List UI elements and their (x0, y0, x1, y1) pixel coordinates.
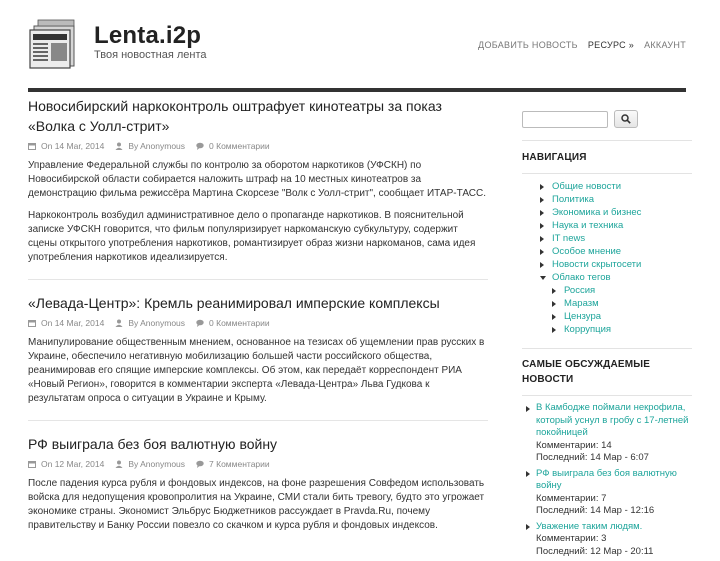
site-description: Твоя новостная лента (94, 49, 207, 61)
post-meta (28, 459, 488, 469)
discussed-link[interactable]: РФ выиграла без боя валютную войну (536, 467, 677, 491)
triangle-right-icon (540, 236, 544, 242)
post-separator (28, 420, 488, 421)
post-author[interactable]: By Anonymous (128, 459, 186, 469)
tag-list-item (522, 323, 692, 336)
nav-list-item (522, 180, 692, 193)
site-title[interactable]: Lenta.i2p (94, 22, 202, 49)
user-icon (115, 460, 123, 468)
triangle-right-icon (552, 301, 556, 307)
search-icon (621, 114, 631, 124)
nav-link[interactable]: IT news (552, 233, 586, 244)
post-date: On 12 Mar, 2014 (41, 459, 105, 469)
post-title[interactable]: Новосибирский наркоконтроль оштрафует кинотеатры за показ «Волка с Уолл-стрит» (28, 98, 442, 134)
discussed-link[interactable]: В Камбодже поймали некрофила, который уснул в гробу с 17-летней покойницей (536, 402, 689, 438)
discussed-comment-count: Комментарии: 14 (536, 439, 612, 451)
most-discussed-widget-title: САМЫЕ ОБСУЖДАЕМЫЕ НОВОСТИ (522, 359, 651, 385)
discussed-item (522, 521, 692, 559)
discussed-link[interactable]: Уважение таким людям. (536, 520, 643, 532)
post-author[interactable]: By Anonymous (128, 141, 186, 151)
nav-resource[interactable]: РЕСУРС » (587, 40, 635, 50)
post-list (28, 96, 488, 541)
search-form (522, 110, 692, 128)
tag-link[interactable]: Коррупция (564, 324, 612, 335)
discussed-comment-count: Комментарии: 3 (536, 533, 607, 544)
triangle-right-icon (540, 262, 544, 268)
triangle-right-icon (552, 314, 556, 320)
nav-link-tag-cloud[interactable]: Облако тегов (552, 272, 611, 283)
post (28, 434, 488, 533)
discussed-comment-count: Комментарии: 7 (536, 492, 607, 504)
post-date: On 14 Mar, 2014 (41, 318, 105, 328)
widget-divider (522, 140, 692, 141)
post-title[interactable]: РФ выиграла без боя валютную войну (28, 436, 278, 452)
post-comments-link[interactable]: 7 Комментарии (209, 459, 270, 469)
post-meta (28, 141, 488, 151)
top-navigation (478, 40, 686, 50)
triangle-right-icon (540, 223, 544, 229)
tag-list-item (522, 310, 692, 323)
discussed-last-comment: Последний: 14 Мар - 6:07 (536, 452, 649, 463)
newspaper-logo-icon[interactable] (28, 16, 80, 72)
comment-icon (196, 460, 204, 468)
nav-link[interactable]: Политика (552, 194, 595, 205)
nav-link[interactable]: Экономика и бизнес (552, 207, 642, 218)
triangle-down-icon (540, 276, 546, 280)
discussed-item (522, 468, 692, 518)
site-header (0, 0, 720, 90)
widget-divider (522, 348, 692, 349)
calendar-icon (28, 460, 36, 468)
tag-link[interactable]: Россия (564, 285, 596, 296)
triangle-right-icon (526, 406, 530, 412)
tag-list-item (522, 284, 692, 297)
sidebar (522, 110, 692, 561)
nav-list-item (522, 271, 692, 284)
post-title[interactable]: «Левада-Центр»: Кремль реанимировал имперские комплексы (28, 295, 440, 311)
nav-list-item (522, 219, 692, 232)
navigation-widget-title: НАВИГАЦИЯ (522, 152, 587, 163)
discussed-item (522, 402, 692, 465)
post-paragraph: Управление Федеральной службы по контролю за оборотом наркотиков (УФСКН) по Новосибирской области собирается наложить штраф на 10 местных кинотеатров за демонстрацию фильма режиссёра Мартина Скорсезе "Волк с Уолл-стрит", сообщает ИТАР-ТАСС. (28, 160, 487, 199)
triangle-right-icon (540, 184, 544, 190)
most-discussed-list (522, 402, 692, 558)
post (28, 96, 488, 265)
discussed-last-comment: Последний: 12 Мар - 20:11 (536, 545, 654, 557)
calendar-icon (28, 142, 36, 150)
comment-icon (196, 142, 204, 150)
nav-list-item (522, 245, 692, 258)
search-input[interactable] (522, 111, 608, 128)
nav-account[interactable]: АККАУНТ (644, 40, 686, 50)
nav-link[interactable]: Особое мнение (552, 246, 622, 257)
user-icon (115, 142, 123, 150)
nav-list-item (522, 258, 692, 271)
nav-list-item (522, 206, 692, 219)
post-paragraph: Наркоконтроль возбудил административное дело о пропаганде наркотиков. В пояснительной записке УФСКН говорится, что фильм популяризирует наркоманскую субкультуру, содержит сцены открытого употребления наркотиков, романтизирует образ жизни наркоманов, сама идея употребления наркотиков идеализируется. (28, 210, 476, 263)
triangle-right-icon (552, 327, 556, 333)
post-comments-link[interactable]: 0 Комментарии (209, 318, 270, 328)
triangle-right-icon (540, 210, 544, 216)
triangle-right-icon (526, 524, 530, 530)
post (28, 293, 488, 406)
tag-list-item (522, 297, 692, 310)
search-button[interactable] (614, 110, 638, 128)
post-comments-link[interactable]: 0 Комментарии (209, 141, 270, 151)
nav-link[interactable]: Наука и техника (552, 220, 624, 231)
post-paragraph: После падения курса рубля и фондовых индексов, на фоне разрешения Совфедом использовать войска для недопущения кровопролития на Украине, СМИ стали бить тревогу, будто это угрожает экономике страны. Экономист Эльбрус Бюджетников рассуждает в Pravda.Ru, почему правительству и Банку России повезло со скачком и курса рубля и фондовых индексов. (28, 478, 485, 531)
triangle-right-icon (540, 197, 544, 203)
calendar-icon (28, 319, 36, 327)
widget-divider (522, 395, 692, 396)
tag-link[interactable]: Маразм (564, 298, 599, 309)
nav-link[interactable]: Новости скрытосети (552, 259, 642, 270)
post-meta (28, 318, 488, 328)
nav-link[interactable]: Общие новости (552, 181, 622, 192)
post-author[interactable]: By Anonymous (128, 318, 186, 328)
nav-add-news[interactable]: ДОБАВИТЬ НОВОСТЬ (478, 40, 578, 50)
triangle-right-icon (552, 288, 556, 294)
triangle-right-icon (526, 471, 530, 477)
post-paragraph: Манипулирование общественным мнением, основанное на тезисах об ущемлении прав русских в Украине, обеспечило негативную мобилизацию большей части российского общества, реанимировав его спящие имперские комплексы. Об этом, как передаёт корреспондент РИА «Новый Регион», говорится в комментарии эксперта «Левада-Центра» Льва Гудкова к результатам опроса о ситуации в Украине и Крыму. (28, 337, 485, 404)
post-separator (28, 279, 488, 280)
discussed-last-comment: Последний: 14 Мар - 12:16 (536, 505, 655, 516)
post-date: On 14 Mar, 2014 (41, 141, 105, 151)
header-divider (28, 88, 686, 92)
comment-icon (196, 319, 204, 327)
user-icon (115, 319, 123, 327)
nav-list-item (522, 232, 692, 245)
widget-divider (522, 173, 692, 174)
triangle-right-icon (540, 249, 544, 255)
tag-link[interactable]: Цензура (564, 311, 602, 322)
navigation-list (522, 180, 692, 336)
nav-list-item (522, 193, 692, 206)
